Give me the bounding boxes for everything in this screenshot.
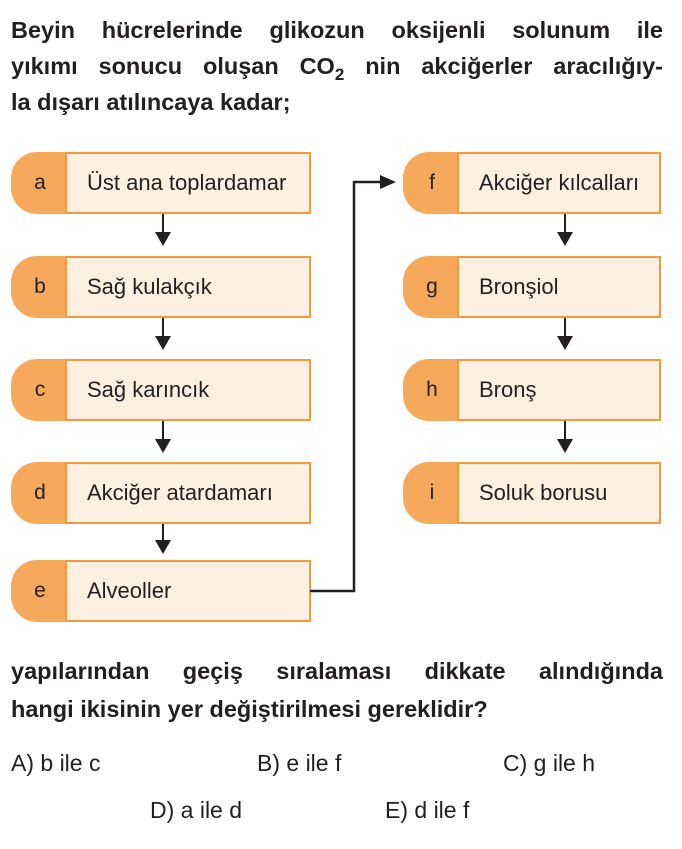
flow-label-a: Üst ana toplardamar — [65, 152, 311, 214]
flow-box-f — [403, 152, 661, 214]
question-line-2-pre: yıkımı sonucu oluşan CO — [11, 53, 335, 79]
option-d[interactable]: D) a ile d — [150, 797, 243, 823]
flow-box-c — [11, 359, 311, 421]
flow-letter-h: h — [403, 359, 461, 421]
flow-letter-a: a — [11, 152, 69, 214]
flow-letter-d: d — [11, 462, 69, 524]
flow-letter-e: e — [11, 560, 69, 622]
flow-box-a — [11, 152, 311, 214]
flow-label-h: Bronş — [457, 359, 661, 421]
option-c[interactable]: C) g ile h — [503, 750, 596, 776]
flow-label-d: Akciğer atardamarı — [65, 462, 311, 524]
question-line-1: Beyin hücrelerinde glikozun oksijenli solunum ile — [11, 17, 663, 43]
flow-letter-b: b — [11, 256, 69, 318]
flow-letter-f: f — [403, 152, 461, 214]
option-e[interactable]: E) d ile f — [385, 797, 470, 823]
question-line-2 — [11, 48, 663, 84]
flow-box-e — [11, 560, 311, 622]
flow-letter-c: c — [11, 359, 69, 421]
flow-label-g: Bronşiol — [457, 256, 661, 318]
flow-label-e: Alveoller — [65, 560, 311, 622]
question-text — [11, 12, 663, 120]
prompt-line-2: hangi ikisinin yer değiştirilmesi gereklidir? — [11, 696, 488, 722]
flow-box-b — [11, 256, 311, 318]
flow-letter-i: i — [403, 462, 461, 524]
flow-letter-g: g — [403, 256, 461, 318]
flow-box-d — [11, 462, 311, 524]
flow-box-i — [403, 462, 661, 524]
option-b[interactable]: B) e ile f — [257, 750, 342, 776]
connector-e-f-arrow — [310, 170, 410, 600]
prompt-line-1: yapılarından geçiş sıralaması dikkate alındığında — [11, 658, 663, 684]
option-a[interactable]: A) b ile c — [11, 750, 101, 776]
flow-label-b: Sağ kulakçık — [65, 256, 311, 318]
question-line-2-post: nin akciğerler aracılığıy- — [344, 53, 663, 79]
question-line-3: la dışarı atılıncaya kadar; — [11, 89, 291, 115]
flow-label-c: Sağ karıncık — [65, 359, 311, 421]
flow-box-g — [403, 256, 661, 318]
flow-label-f: Akciğer kılcalları — [457, 152, 661, 214]
co2-subscript: 2 — [334, 65, 345, 84]
flow-label-i: Soluk borusu — [457, 462, 661, 524]
flow-box-h — [403, 359, 661, 421]
prompt-text — [11, 652, 663, 728]
